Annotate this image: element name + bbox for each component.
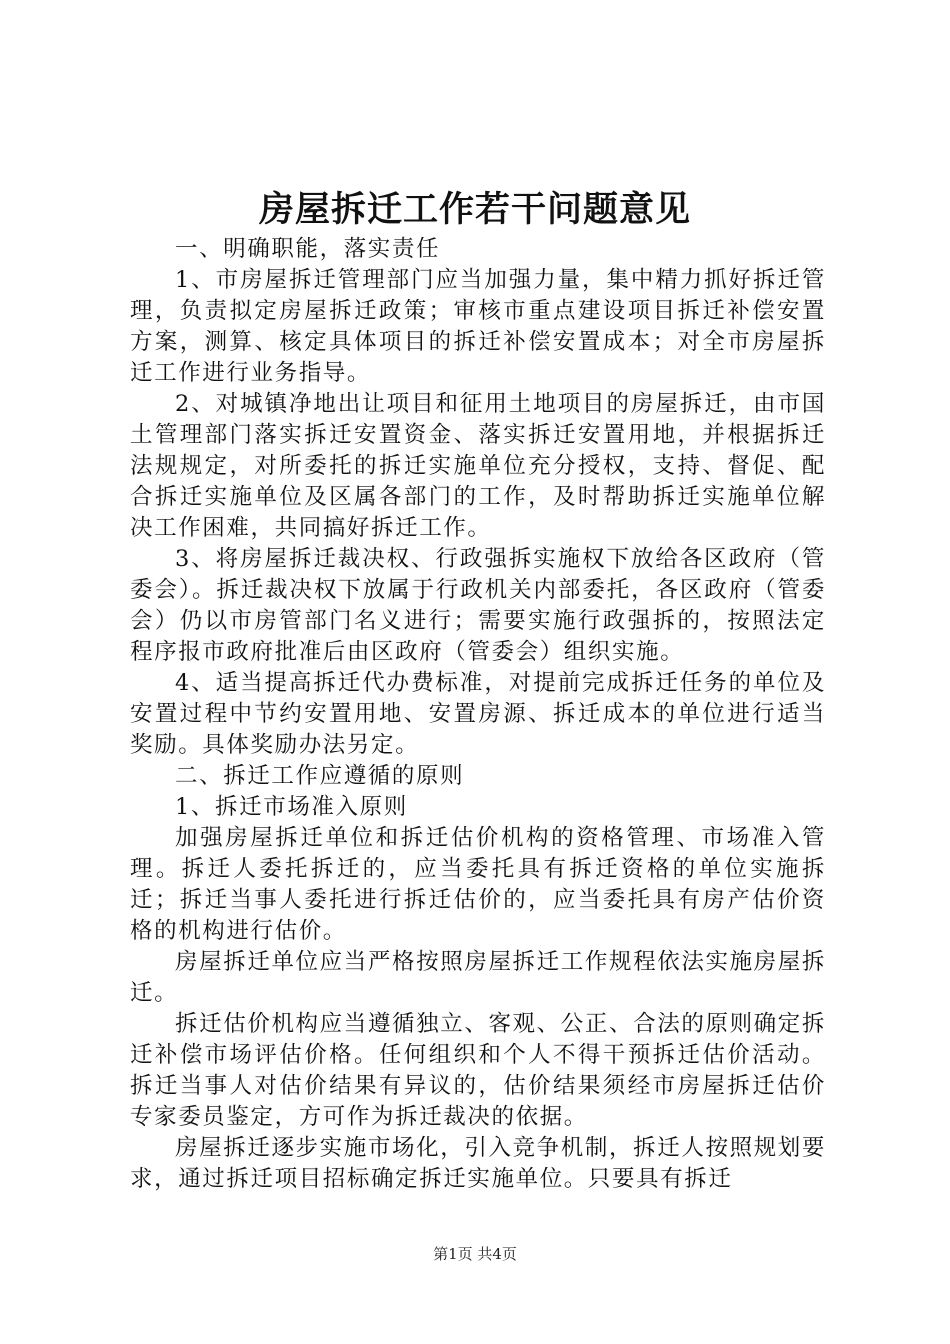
paragraph-2-1-a: 加强房屋拆迁单位和拆迁估价机构的资格管理、市场准入管理。拆迁人委托拆迁的，应当委托具有拆迁资格的单位实施拆迁；拆迁当事人委托进行拆迁估价的，应当委托具有房产估价资格的机构进行估价。 [130,825,826,944]
paragraph-1-1: 1、市房屋拆迁管理部门应当加强力量，集中精力抓好拆迁管理，负责拟定房屋拆迁政策；审核市重点建设项目拆迁补偿安置方案，测算、核定具体项目的拆迁补偿安置成本；对全市房屋拆迁工作进行业务指导。 [130,267,826,386]
paragraph-1-3: 3、将房屋拆迁裁决权、行政强拆实施权下放给各区政府（管委会）。拆迁裁决权下放属于行政机关内部委托，各区政府（管委会）仍以市房管部门名义进行；需要实施行政强拆的，按照法定程序报市政府批准后由区政府（管委会）组织实施。 [130,546,826,665]
paragraph-1-2: 2、对城镇净地出让项目和征用土地项目的房屋拆迁，由市国土管理部门落实拆迁安置资金、落实拆迁安置用地，并根据拆迁法规规定，对所委托的拆迁实施单位充分授权，支持、督促、配合拆迁实施单位及区属各部门的工作，及时帮助拆迁实施单位解决工作困难，共同搞好拆迁工作。 [130,391,826,541]
section-heading-1: 一、明确职能，落实责任 [175,236,441,262]
document-title: 房屋拆迁工作若干问题意见 [258,189,691,230]
paragraph-2-1-c: 拆迁估价机构应当遵循独立、客观、公正、合法的原则确定拆迁补偿市场评估价格。任何组织和个人不得干预拆迁估价活动。拆迁当事人对估价结果有异议的，估价结果须经市房屋拆迁估价专家委员鉴定，方可作为拆迁裁决的依据。 [130,1011,826,1130]
subsection-heading-2-1: 1、拆迁市场准入原则 [175,794,408,820]
paragraph-2-1-b: 房屋拆迁单位应当严格按照房屋拆迁工作规程依法实施房屋拆迁。 [130,949,826,1006]
paragraph-1-4: 4、适当提高拆迁代办费标准，对提前完成拆迁任务的单位及安置过程中节约安置用地、安置房源、拆迁成本的单位进行适当奖励。具体奖励办法另定。 [130,670,826,758]
paragraph-2-1-d: 房屋拆迁逐步实施市场化，引入竞争机制，拆迁人按照规划要求，通过拆迁项目招标确定拆迁实施单位。只要具有拆迁 [130,1135,826,1192]
document-body [130,234,826,1195]
page-footer: 第1页 共4页 [433,1245,517,1263]
section-heading-2: 二、拆迁工作应遵循的原则 [175,763,465,789]
